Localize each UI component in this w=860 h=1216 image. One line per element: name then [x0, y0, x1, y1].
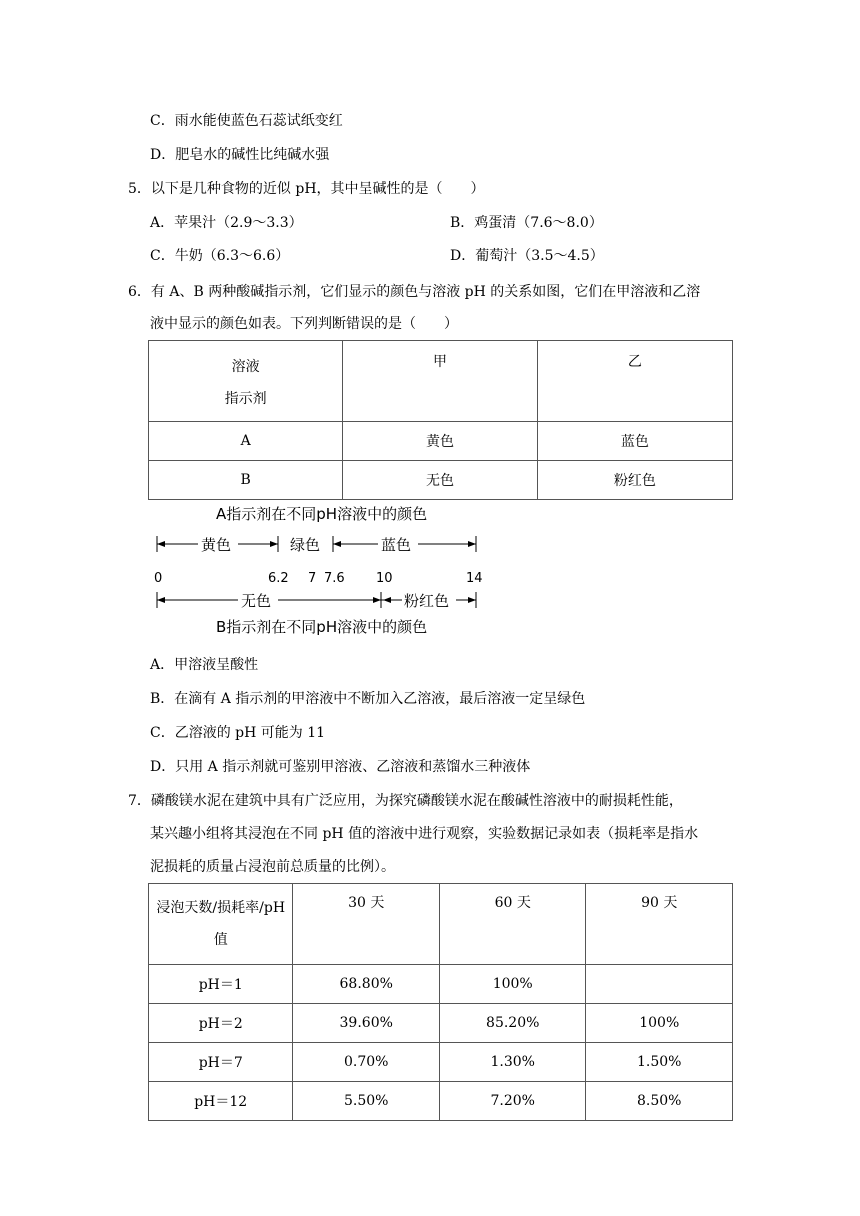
table-row: [149, 461, 733, 500]
q5-option-c: C．牛奶（6.3～6.6）: [150, 248, 290, 264]
q7-ph-cell: pH＝2: [149, 1004, 293, 1043]
q6-header-solution: 溶液: [231, 359, 260, 375]
q6-row-b-indicator: B: [149, 461, 343, 500]
q6-option-b: B．在滴有 A 指示剂的甲溶液中不断加入乙溶液，最后溶液一定呈绿色: [150, 691, 586, 707]
table-row: [149, 1004, 733, 1043]
q7-d90-cell: 1.50%: [586, 1043, 733, 1082]
arrow-head-icon: [157, 541, 165, 547]
q6-option-a: A．甲溶液呈酸性: [150, 657, 259, 673]
q7-header-90-days: 90 天: [586, 884, 733, 965]
q7-d90-cell: 100%: [586, 1004, 733, 1043]
q7-d60-cell: 85.20%: [439, 1004, 586, 1043]
b-label-pink: 粉红色: [404, 592, 450, 610]
q7-d60-cell: 100%: [439, 965, 586, 1004]
b-label-colorless: 无色: [241, 592, 272, 610]
table-row: [149, 965, 733, 1004]
q6-row-a-yi: 蓝色: [537, 422, 732, 461]
q6-stem-line2: 液中显示的颜色如表。下列判断错误的是（ ）: [150, 316, 458, 332]
q7-loss-rate-table: [148, 883, 733, 1121]
q6-row-a-indicator: A: [149, 422, 343, 461]
q6-row-b-jia: 无色: [343, 461, 537, 500]
q7-table-header-corner: [149, 884, 293, 965]
q7-stem-line1: 7．磷酸镁水泥在建筑中具有广泛应用，为探究磷酸镁水泥在酸碱性溶液中的耐损耗性能，: [128, 793, 683, 809]
q7-d30-cell: 5.50%: [293, 1082, 440, 1121]
q7-header-60-days: 60 天: [439, 884, 586, 965]
arrow-head-icon: [157, 597, 165, 603]
arrow-head-icon: [383, 597, 391, 603]
q6-header-jia: 甲: [343, 341, 537, 422]
q7-d60-cell: 7.20%: [439, 1082, 586, 1121]
q7-header-line2: 值: [213, 932, 228, 948]
q7-d30-cell: 68.80%: [293, 965, 440, 1004]
table-row: [149, 422, 733, 461]
q7-d30-cell: 39.60%: [293, 1004, 440, 1043]
q4-option-d: D．肥皂水的碱性比纯碱水强: [150, 147, 330, 163]
q7-ph-cell: pH＝1: [149, 965, 293, 1004]
a-label-yellow: 黄色: [201, 536, 232, 554]
tick-label: 10: [376, 571, 393, 586]
table-row: [149, 1043, 733, 1082]
q6-header-yi: 乙: [537, 341, 732, 422]
diagram-title-a: A指示剂在不同pH溶液中的颜色: [216, 505, 428, 523]
a-label-green: 绿色: [290, 536, 321, 554]
q7-header-line1: 浸泡天数/损耗率/pH: [156, 900, 286, 916]
q7-header-30-days: 30 天: [293, 884, 440, 965]
tick-label: 7: [308, 571, 317, 586]
arrow-head-icon: [468, 597, 476, 603]
q5-stem: 5．以下是几种食物的近似 pH，其中呈碱性的是（ ）: [128, 181, 485, 197]
q6-table-header-diagonal: [149, 341, 343, 422]
ph-indicator-diagram: [148, 500, 488, 640]
q5-option-b: B．鸡蛋清（7.6～8.0）: [450, 215, 603, 231]
tick-label: 7.6: [324, 571, 345, 586]
q6-option-d: D．只用 A 指示剂就可鉴别甲溶液、乙溶液和蒸馏水三种液体: [150, 759, 531, 775]
q7-d30-cell: 0.70%: [293, 1043, 440, 1082]
q6-stem-line1: 6．有 A、B 两种酸碱指示剂，它们显示的颜色与溶液 pH 的关系如图，它们在甲溶液和乙溶: [128, 284, 701, 300]
a-label-blue: 蓝色: [381, 536, 412, 554]
q7-ph-cell: pH＝12: [149, 1082, 293, 1121]
q6-color-table: [148, 340, 733, 500]
q6-row-b-yi: 粉红色: [537, 461, 732, 500]
q6-option-c: C．乙溶液的 pH 可能为 11: [150, 725, 326, 741]
q7-stem-line2: 某兴趣小组将其浸泡在不同 pH 值的溶液中进行观察，实验数据记录如表（损耗率是指水: [150, 826, 699, 842]
q6-row-a-jia: 黄色: [343, 422, 537, 461]
q7-d60-cell: 1.30%: [439, 1043, 586, 1082]
q7-stem-line3: 泥损耗的质量占浸泡前总质量的比例）。: [150, 859, 395, 875]
q4-option-c: C．雨水能使蓝色石蕊试纸变红: [150, 113, 343, 129]
arrow-head-icon: [270, 541, 278, 547]
q5-option-a: A．苹果汁（2.9～3.3）: [150, 215, 303, 231]
q7-d90-cell: 8.50%: [586, 1082, 733, 1121]
arrow-head-icon: [373, 597, 381, 603]
arrow-head-icon: [333, 541, 341, 547]
arrow-head-icon: [468, 541, 476, 547]
tick-label: 0: [154, 571, 163, 586]
tick-label: 14: [466, 571, 483, 586]
q7-d90-cell: [586, 965, 733, 1004]
table-row: [149, 1082, 733, 1121]
tick-label: 6.2: [268, 571, 289, 586]
q5-option-d: D．葡萄汁（3.5～4.5）: [450, 248, 604, 264]
q6-header-indicator: 指示剂: [224, 391, 267, 407]
q7-ph-cell: pH＝7: [149, 1043, 293, 1082]
diagram-title-b: B指示剂在不同pH溶液中的颜色: [216, 618, 428, 636]
